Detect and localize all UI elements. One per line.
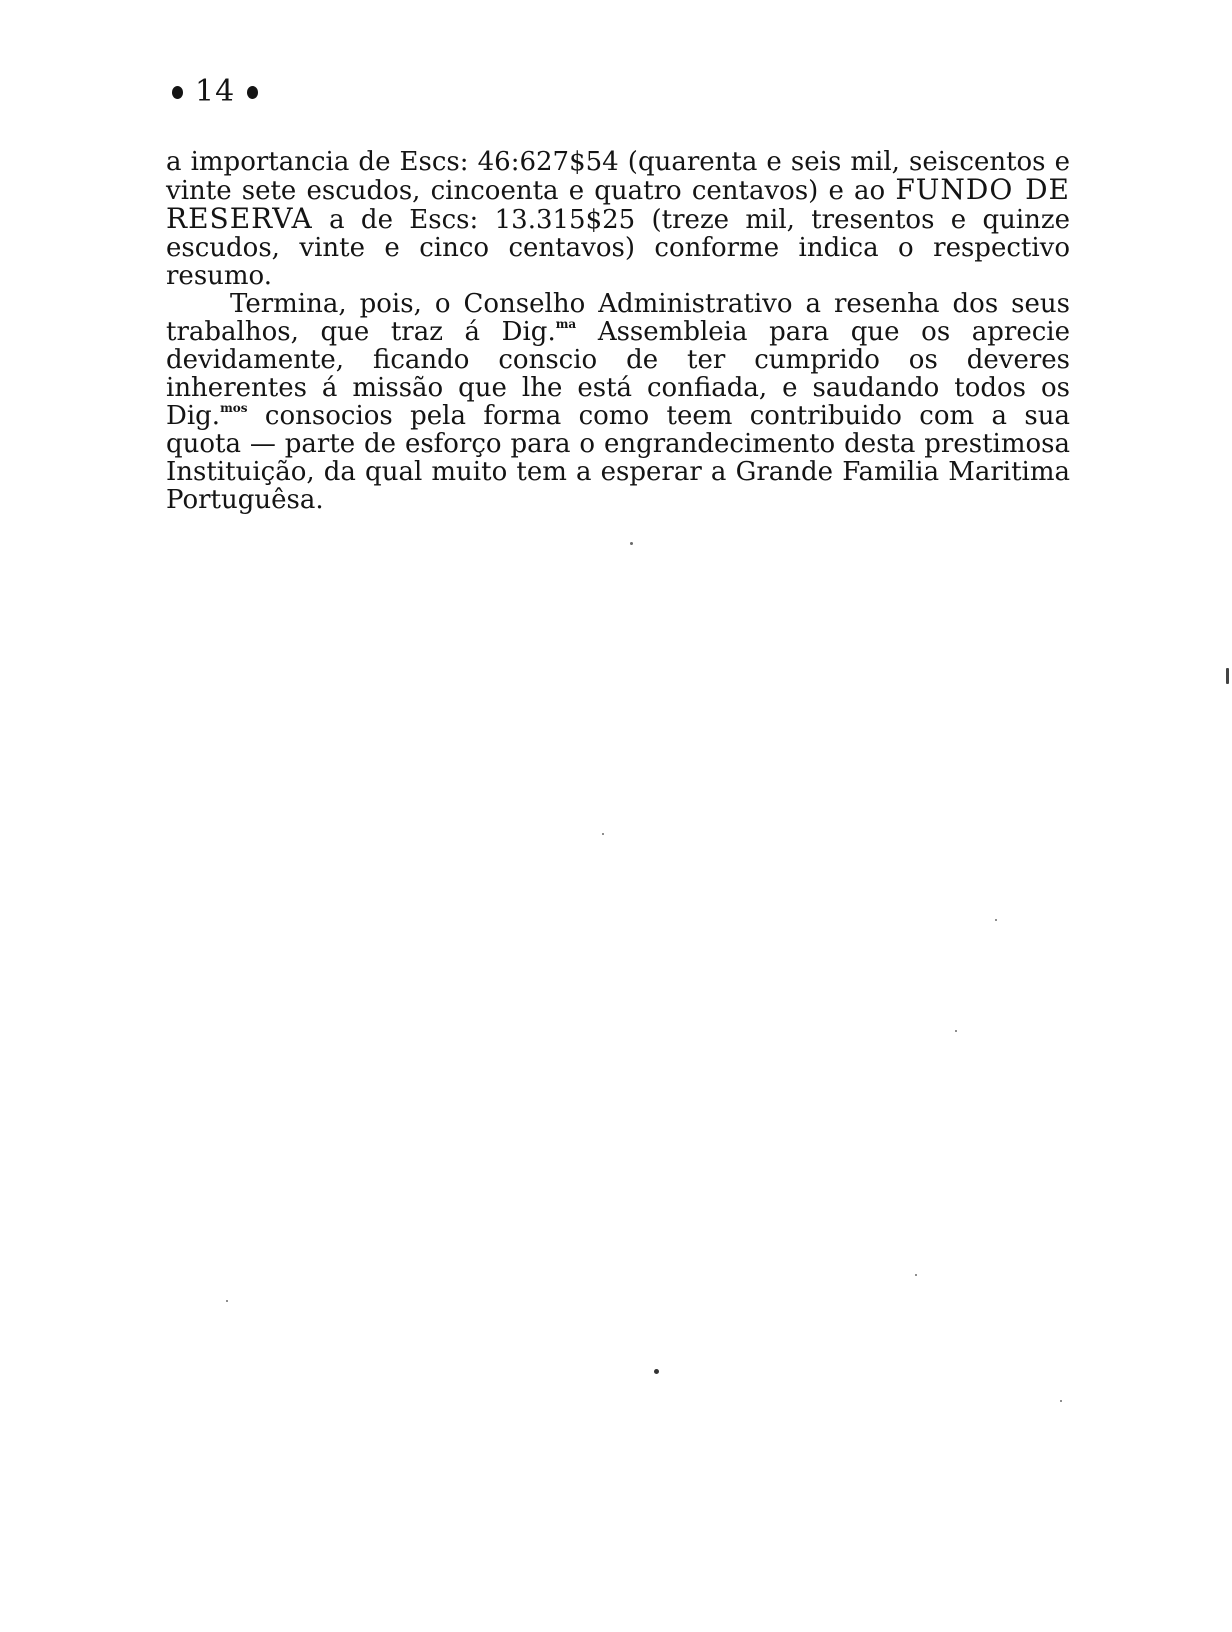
scan-speck <box>1226 668 1229 684</box>
paragraph-1-text-a: a importancia de Escs: 46:627$54 (quarenta e seis mil, seiscentos e vinte sete escudos, cincoenta e quatro centavos) e ao <box>166 147 1070 206</box>
scan-speck <box>955 1030 957 1032</box>
scan-speck <box>226 1300 228 1302</box>
page-number-text: 14 <box>195 74 236 109</box>
paragraph-2-text-b: Assembleia para que os aprecie devidamente, ficando conscio de ter cumprido os deveres inherentes á missão que lhe está confiada, e saudando todos os Dig. <box>166 317 1070 431</box>
paragraph-2 <box>166 290 1070 514</box>
superscript-ma: ma <box>555 317 577 331</box>
paragraph-1-text-b: a de Escs: 13.315$25 (treze mil, tresentos e quinze escudos, vinte e cinco centavos) conforme indica o respectivo resumo. <box>166 205 1070 291</box>
body-text <box>166 148 1070 514</box>
paragraph-2-text-c: consocios pela forma como teem contribuido com a sua quota — parte de esforço para o engrandecimento desta prestimosa Instituição, da qual muito tem a esperar a Grande Familia Maritima Portuguêsa. <box>166 401 1070 515</box>
scan-speck <box>915 1274 917 1276</box>
scan-speck <box>602 833 604 835</box>
paragraph-1 <box>166 148 1070 290</box>
scan-speck <box>630 542 633 545</box>
scan-speck <box>654 1369 659 1374</box>
bullet-right-icon <box>247 86 258 99</box>
scan-speck <box>995 919 997 921</box>
fund-name: FUNDO DE RESERVA <box>166 173 1070 235</box>
paragraph-2-text-a: Termina, pois, o Conselho Administrativo a resenha dos seus trabalhos, que traz á Dig. <box>166 289 1070 347</box>
page-number <box>172 74 258 110</box>
bullet-left-icon <box>172 86 183 99</box>
superscript-mos: mos <box>220 401 248 415</box>
scan-speck <box>1060 1400 1062 1402</box>
